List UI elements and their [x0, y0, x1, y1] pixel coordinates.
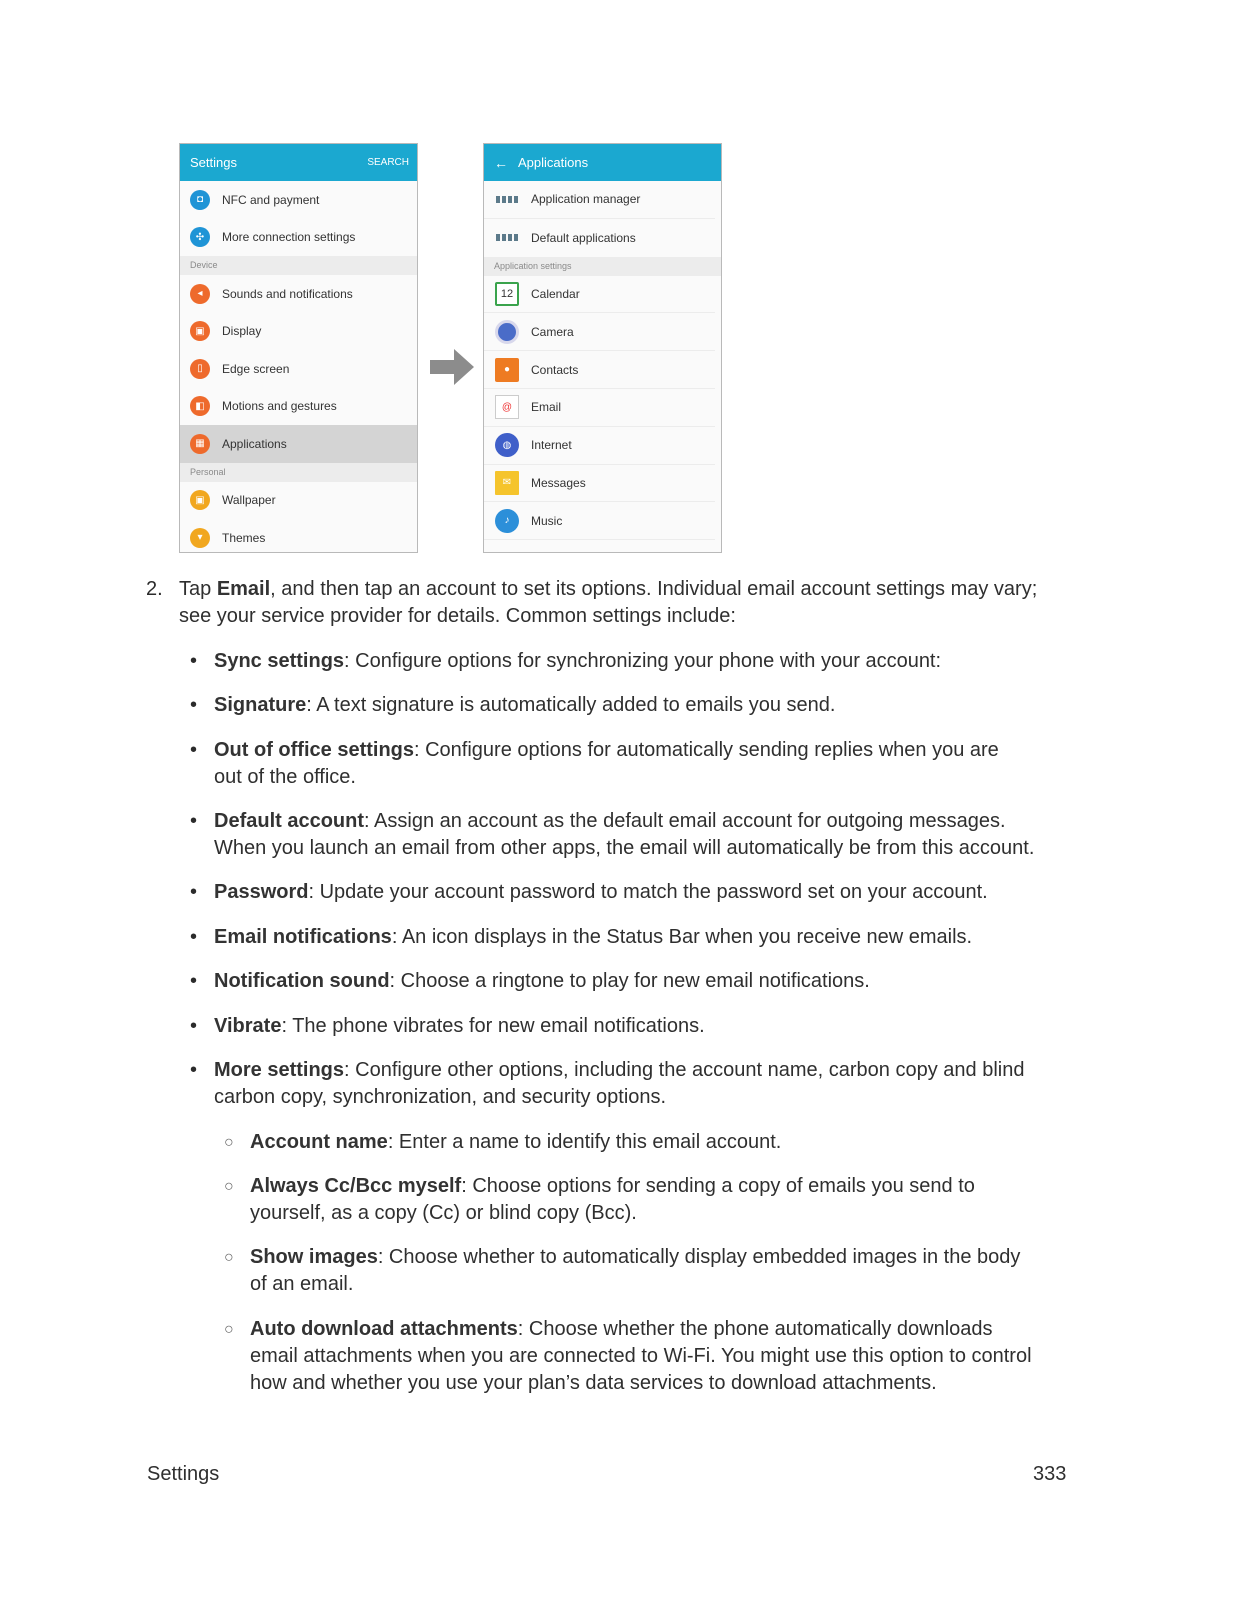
settings-row-themes: ▾ Themes: [180, 519, 417, 553]
step-intro: Tap Email, and then tap an account to set its options. Individual email account settings may vary; see your service provider for details. Common settings include:: [179, 578, 1038, 627]
settings-row-display: ▣ Display: [180, 313, 417, 351]
list-item: Password: Update your account password to match the password set on your account.: [214, 881, 988, 903]
contacts-icon: ●: [495, 358, 519, 382]
settings-row-motions: ◧ Motions and gestures: [180, 388, 417, 426]
nfc-icon: ◘: [190, 190, 210, 210]
camera-icon: [495, 320, 519, 344]
footer-section: Settings: [147, 1463, 220, 1485]
list-item: Always Cc/Bcc myself: Choose options for sending a copy of emails you send to yourself, as a copy (Cc) or blind copy (Bcc).: [250, 1175, 975, 1224]
app-manager-icon: [495, 187, 519, 211]
settings-row-nfc: ◘ NFC and payment: [180, 181, 417, 219]
list-item: Show images: Choose whether to automatically display embedded images in the body of an email.: [250, 1246, 1021, 1295]
applications-header: [484, 144, 721, 181]
subbullet-marker: ○: [224, 1249, 234, 1266]
apps-row-email: @ Email: [484, 389, 715, 427]
apps-row-contacts: ● Contacts: [484, 351, 715, 389]
music-icon: ♪: [495, 509, 519, 533]
section-application-settings: Application settings: [484, 257, 721, 276]
list-item: More settings: Configure other options, including the account name, carbon copy and blind carbon copy, synchronization, and security options.: [214, 1059, 1025, 1108]
internet-icon: ◍: [495, 433, 519, 457]
applications-title: Applications: [518, 155, 589, 170]
settings-row-sounds: ◂ Sounds and notifications: [180, 275, 417, 313]
settings-row-edge: ▯ Edge screen: [180, 350, 417, 388]
settings-header: [180, 144, 417, 181]
bullet-marker: •: [190, 1015, 198, 1037]
bullet-marker: •: [190, 650, 198, 672]
apps-row-default-applications: Default applications: [484, 219, 715, 257]
apps-row-music: ♪ Music: [484, 502, 715, 540]
apps-icon: ▦: [190, 434, 210, 454]
bullet-marker: •: [190, 970, 198, 992]
apps-row-camera: Camera: [484, 313, 715, 351]
bullet-marker: •: [190, 926, 198, 948]
settings-screenshot: [179, 143, 418, 553]
bullet-marker: •: [190, 881, 198, 903]
default-apps-icon: [495, 226, 519, 250]
list-item: Signature: A text signature is automatically added to emails you send.: [214, 694, 836, 716]
bullet-marker: •: [190, 810, 198, 832]
list-item: Vibrate: The phone vibrates for new email notifications.: [214, 1015, 705, 1037]
settings-row-wallpaper: ▣ Wallpaper: [180, 482, 417, 520]
section-device: Device: [180, 256, 417, 275]
bullet-marker: •: [190, 739, 198, 761]
list-item: Notification sound: Choose a ringtone to play for new email notifications.: [214, 970, 870, 992]
subbullet-marker: ○: [224, 1178, 234, 1195]
connection-icon: ✣: [190, 227, 210, 247]
messages-icon: ✉: [495, 471, 519, 495]
themes-icon: ▾: [190, 528, 210, 548]
apps-row-application-manager: Application manager: [484, 181, 715, 219]
email-icon: @: [495, 395, 519, 419]
motion-icon: ◧: [190, 396, 210, 416]
wallpaper-icon: ▣: [190, 490, 210, 510]
apps-row-calendar: 12 Calendar: [484, 276, 715, 314]
display-icon: ▣: [190, 321, 210, 341]
edge-screen-icon: ▯: [190, 359, 210, 379]
list-item: Default account: Assign an account as the default email account for outgoing messages. When you launch an email from other apps, the email will automatically be from this account.: [214, 810, 1035, 859]
page-number: 333: [1033, 1463, 1067, 1485]
list-item: Sync settings: Configure options for synchronizing your phone with your account:: [214, 650, 942, 672]
speaker-icon: ◂: [190, 284, 210, 304]
settings-title: Settings: [190, 155, 237, 170]
section-personal: Personal: [180, 463, 417, 482]
arrow-right-icon: [430, 349, 474, 385]
applications-screenshot: [483, 143, 722, 553]
subbullet-marker: ○: [224, 1134, 234, 1151]
bullet-marker: •: [190, 1059, 198, 1081]
settings-row-more-connection: ✣ More connection settings: [180, 219, 417, 257]
list-item: Out of office settings: Configure options for automatically sending replies when you are out of the office.: [214, 739, 999, 788]
apps-row-internet: ◍ Internet: [484, 427, 715, 465]
list-item: Account name: Enter a name to identify this email account.: [250, 1131, 782, 1153]
apps-row-messages: ✉ Messages: [484, 465, 715, 503]
bullet-marker: •: [190, 694, 198, 716]
settings-row-applications: ▦ Applications: [180, 425, 417, 463]
back-arrow-icon: ←: [494, 154, 508, 171]
calendar-icon: 12: [495, 282, 519, 306]
search-button: SEARCH: [367, 157, 409, 168]
subbullet-marker: ○: [224, 1321, 234, 1338]
list-item: Auto download attachments: Choose whether the phone automatically downloads email attachments when you are connected to Wi-Fi. You might use this option to control how and whether you use your plan’s data services to download attachments.: [250, 1318, 1032, 1394]
step-number: 2.: [146, 578, 163, 600]
list-item: Email notifications: An icon displays in the Status Bar when you receive new emails.: [214, 926, 973, 948]
